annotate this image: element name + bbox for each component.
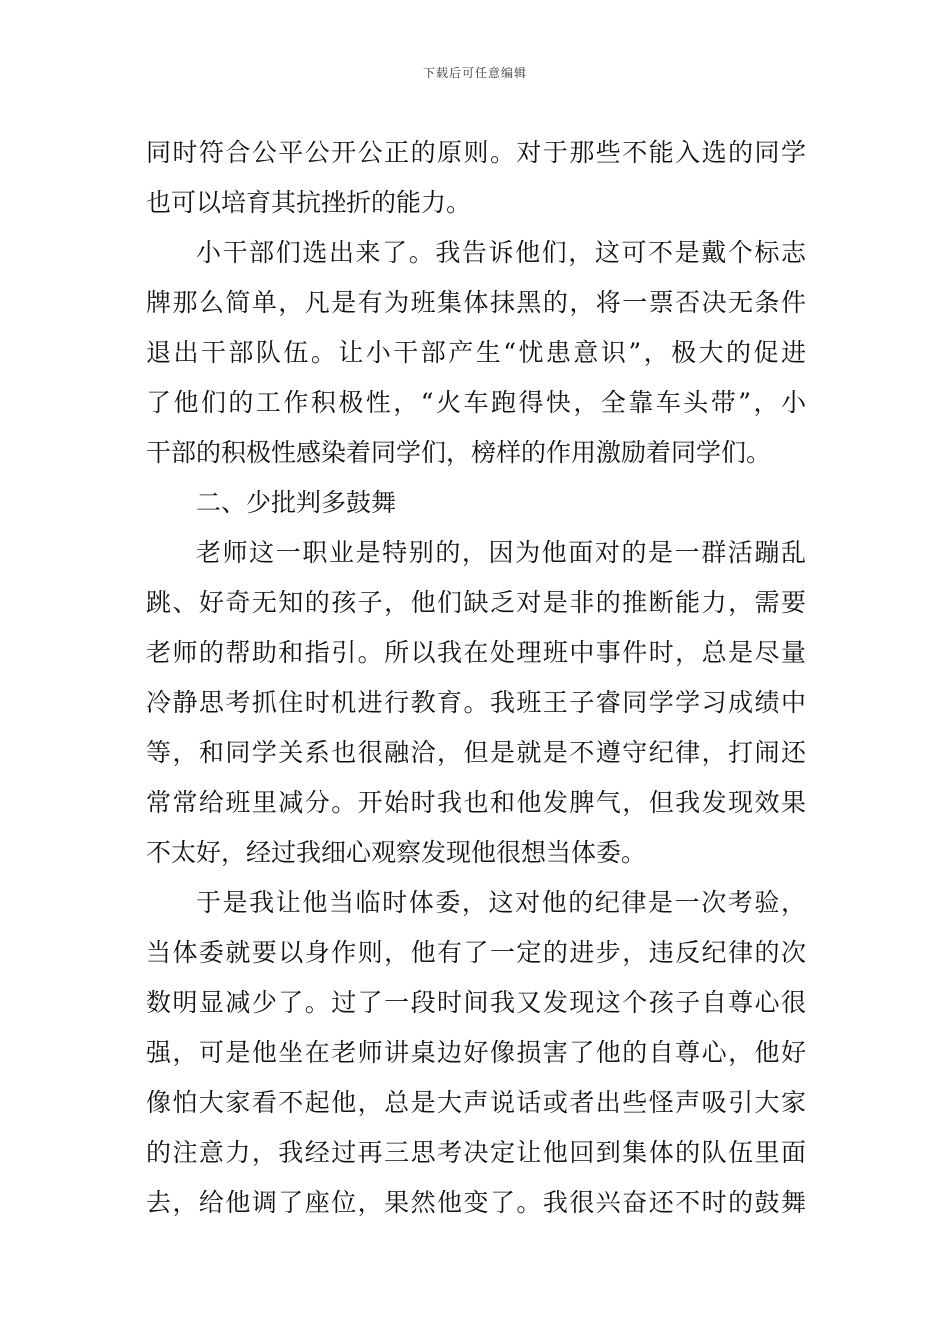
text-line: 强，可是他坐在老师讲桌边好像损害了他的自尊心，他好	[146, 1038, 806, 1067]
text-line: 老师的帮助和指引。所以我在处理班中事件时，总是尽量	[146, 638, 806, 667]
text-line: 去，给他调了座位，果然他变了。我很兴奋还不时的鼓舞	[146, 1188, 806, 1217]
text-line: 常常给班里减分。开始时我也和他发脾气，但我发现效果	[146, 788, 806, 817]
text-line: 老师这一职业是特别的，因为他面对的是一群活蹦乱	[196, 538, 806, 567]
text-line: 于是我让他当临时体委，这对他的纪律是一次考验，	[196, 888, 806, 917]
text-line: 数明显减少了。过了一段时间我又发现这个孩子自尊心很	[146, 988, 806, 1017]
text-line: 牌那么简单，凡是有为班集体抹黑的，将一票否决无条件	[146, 288, 806, 317]
text-line: 不太好，经过我细心观察发现他很想当体委。	[146, 838, 647, 867]
text-line: 干部的积极性感染着同学们，榜样的作用激励着同学们。	[146, 438, 772, 467]
text-line: 等，和同学关系也很融洽，但是就是不遵守纪律，打闹还	[146, 738, 806, 767]
text-line: 退出干部队伍。让小干部产生“忧患意识”，极大的促进	[146, 338, 806, 367]
text-line: 小干部们选出来了。我告诉他们，这可不是戴个标志	[196, 238, 806, 267]
text-line: 当体委就要以身作则，他有了一定的进步，违反纪律的次	[146, 938, 806, 967]
text-line: 像怕大家看不起他，总是大声说话或者出些怪声吸引大家	[146, 1088, 806, 1117]
document-body	[146, 128, 806, 1228]
text-line: 也可以培育其抗挫折的能力。	[146, 188, 472, 217]
text-line: 同时符合公平公开公正的原则。对于那些不能入选的同学	[146, 138, 806, 167]
text-line: 二、少批判多鼓舞	[196, 488, 397, 517]
text-line: 跳、好奇无知的孩子，他们缺乏对是非的推断能力，需要	[146, 588, 806, 617]
page-header: 下载后可任意编辑	[422, 66, 527, 80]
text-line: 了他们的工作积极性，“火车跑得快，全靠车头带”，小	[146, 388, 806, 417]
text-line: 冷静思考抓住时机进行教育。我班王子睿同学学习成绩中	[146, 688, 806, 717]
text-line: 的注意力，我经过再三思考决定让他回到集体的队伍里面	[146, 1138, 806, 1167]
